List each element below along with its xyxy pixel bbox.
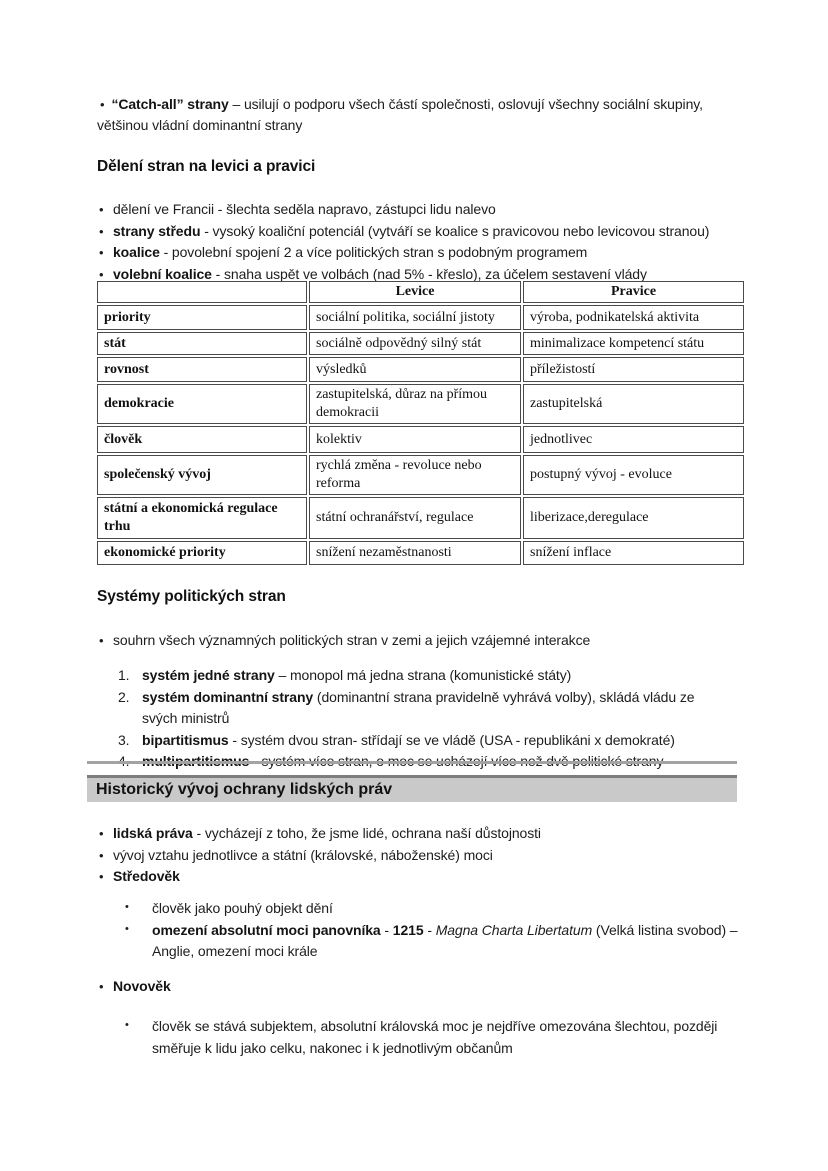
levice-cell: výsledků	[309, 357, 521, 382]
bullet-icon: •	[99, 826, 104, 841]
table-row	[97, 541, 744, 565]
list-item-text: - snaha uspět ve volbách (nad 5% - křeslo), za účelem sestavení vlády	[211, 265, 647, 282]
levice-cell: sociálně odpovědný silný stát	[309, 332, 521, 355]
list-item-bold: bipartitismus	[142, 731, 229, 748]
list-item-text: - vysoký koaliční potenciál (vytváří se koalice s pravicovou nebo levicovou stranou)	[200, 222, 710, 239]
list-item-text: dělení ve Francii - šlechta seděla napravo, zástupci lidu nalevo	[113, 201, 496, 217]
table-row	[97, 305, 744, 330]
levice-cell: státní ochranářství, regulace	[309, 497, 521, 539]
table-row	[97, 357, 744, 382]
table-header-empty	[97, 281, 307, 303]
table-header-row	[97, 281, 744, 303]
table-row	[97, 384, 744, 424]
division-list	[97, 199, 737, 285]
row-label-cell: priority	[97, 305, 307, 330]
bullet-icon: •	[125, 922, 129, 935]
section-heading-division: Dělení stran na levici a pravici	[97, 158, 316, 175]
bullet-icon: •	[99, 633, 104, 648]
levice-cell: sociální politika, sociální jistoty	[309, 305, 521, 330]
row-label-cell: ekonomické priority	[97, 541, 307, 565]
pravice-cell: výroba, podnikatelská aktivita	[523, 305, 744, 330]
modern-sublist	[97, 1016, 752, 1059]
bullet-icon: •	[99, 869, 104, 884]
systems-numbered-list	[97, 665, 717, 773]
list-item	[97, 866, 737, 888]
document-title-italic: Magna Charta Libertatum	[435, 921, 593, 938]
bullet-icon: •	[99, 979, 104, 994]
levice-cell: zastupitelská, důraz na přímou demokracii	[309, 384, 521, 424]
list-item-bold: systém jedné strany	[142, 667, 275, 683]
history-list	[97, 823, 737, 888]
section-heading-systems: Systémy politických stran	[97, 588, 286, 605]
numbered-item	[97, 687, 717, 730]
pravice-cell: postupný vývoj - evoluce	[523, 455, 744, 495]
list-item	[97, 221, 737, 243]
bullet-icon: •	[99, 266, 104, 282]
list-item-bold: Novověk	[113, 978, 171, 994]
list-item-text: souhrn všech významných politických stran v zemi a jejich vzájemné interakce	[113, 632, 591, 648]
sub-list-item	[97, 920, 752, 963]
section-divider	[87, 761, 737, 764]
pravice-cell: zastupitelská	[523, 384, 744, 424]
sub-list-item	[97, 898, 752, 920]
row-label-cell: rovnost	[97, 357, 307, 382]
list-item-text: člověk jako pouhý objekt dění	[152, 900, 333, 916]
row-label-cell: demokracie	[97, 384, 307, 424]
modern-era-list	[97, 976, 737, 998]
table-row	[97, 497, 744, 539]
bullet-icon: •	[125, 1019, 129, 1031]
list-number: 2.	[118, 688, 130, 705]
intro-paragraph	[97, 94, 737, 136]
bullet-icon: •	[125, 901, 129, 913]
pravice-cell: příležistostí	[523, 357, 744, 382]
table-header-levice: Levice	[309, 281, 521, 303]
medieval-sublist	[97, 898, 752, 963]
table-row	[97, 455, 744, 495]
bullet-icon: •	[100, 97, 105, 112]
numbered-item	[97, 730, 717, 752]
systems-intro-list	[97, 630, 737, 652]
list-item-text: - vycházejí z toho, že jsme lidé, ochrana naší důstojnosti	[192, 825, 541, 841]
list-item	[97, 845, 737, 867]
pravice-cell: snížení inflace	[523, 541, 744, 565]
intro-bold: “Catch-all” strany	[111, 96, 229, 112]
pravice-cell: minimalizace kompetencí státu	[523, 332, 744, 355]
list-item-text: (Velká listina svobod) – Anglie, omezení moci krále	[152, 921, 738, 959]
list-item-text: - systém dvou stran- střídají se ve vládě (USA - republikáni x demokraté)	[228, 731, 675, 748]
sub-list-item	[97, 1016, 752, 1059]
levice-cell: rychlá změna - revoluce nebo reforma	[309, 455, 521, 495]
table-header-pravice: Pravice	[523, 281, 744, 303]
list-item-bold: koalice	[113, 244, 160, 260]
bullet-icon: •	[99, 245, 104, 260]
list-item	[97, 630, 737, 652]
list-item	[97, 242, 737, 264]
levice-cell: snížení nezaměstnanosti	[309, 541, 521, 565]
list-item-text: (dominantní strana pravidelně vyhrává volby), skládá vládu ze svých ministrů	[142, 688, 695, 726]
bullet-icon: •	[99, 223, 104, 239]
row-label-cell: společenský vývoj	[97, 455, 307, 495]
list-item-bold: omezení absolutní moci panovníka	[152, 921, 381, 938]
list-item-text: - povolební spojení 2 a více politických stran s podobným programem	[159, 244, 588, 260]
row-label-cell: státní a ekonomická regulace trhu	[97, 497, 307, 539]
list-item-bold: lidská práva	[113, 825, 193, 841]
bullet-icon: •	[99, 847, 104, 863]
list-item	[97, 199, 737, 221]
pravice-cell: liberizace,deregulace	[523, 497, 744, 539]
numbered-item	[97, 665, 717, 687]
list-item-text: vývoj vztahu jednotlivce a státní (královské, náboženské) moci	[113, 846, 493, 863]
list-item-text: – monopol má jedna strana (komunistické státy)	[274, 667, 572, 683]
history-heading-banner	[87, 775, 737, 802]
list-item	[97, 823, 737, 845]
list-item-bold: systém dominantní strany	[142, 688, 314, 705]
list-number: 1.	[118, 667, 130, 683]
comparison-table	[95, 279, 746, 567]
intro-text: – usilují o podporu všech částí společnosti, oslovují všechny sociální skupiny, většinou vládní dominantní strany	[97, 96, 703, 133]
list-number: 3.	[118, 731, 130, 748]
list-item	[97, 976, 737, 998]
bullet-icon: •	[99, 202, 104, 217]
table-row	[97, 332, 744, 355]
row-label-cell: člověk	[97, 426, 307, 453]
list-item-bold: Středověk	[113, 868, 180, 884]
list-item-bold: volební koalice	[113, 265, 212, 282]
history-heading: Historický vývoj ochrany lidských práv	[96, 781, 393, 798]
pravice-cell: jednotlivec	[523, 426, 744, 453]
year-bold: 1215	[392, 921, 424, 938]
table-row	[97, 426, 744, 453]
list-item-text: -	[380, 921, 393, 938]
list-item-bold: strany středu	[113, 222, 201, 239]
row-label-cell: stát	[97, 332, 307, 355]
levice-cell: kolektiv	[309, 426, 521, 453]
list-item-text: člověk se stává subjektem, absolutní královská moc je nejdříve omezována šlechtou, později směřuje k lidu jako celku, nakonec i k jednotlivým občanům	[152, 1018, 718, 1056]
list-item-text: -	[423, 921, 436, 938]
